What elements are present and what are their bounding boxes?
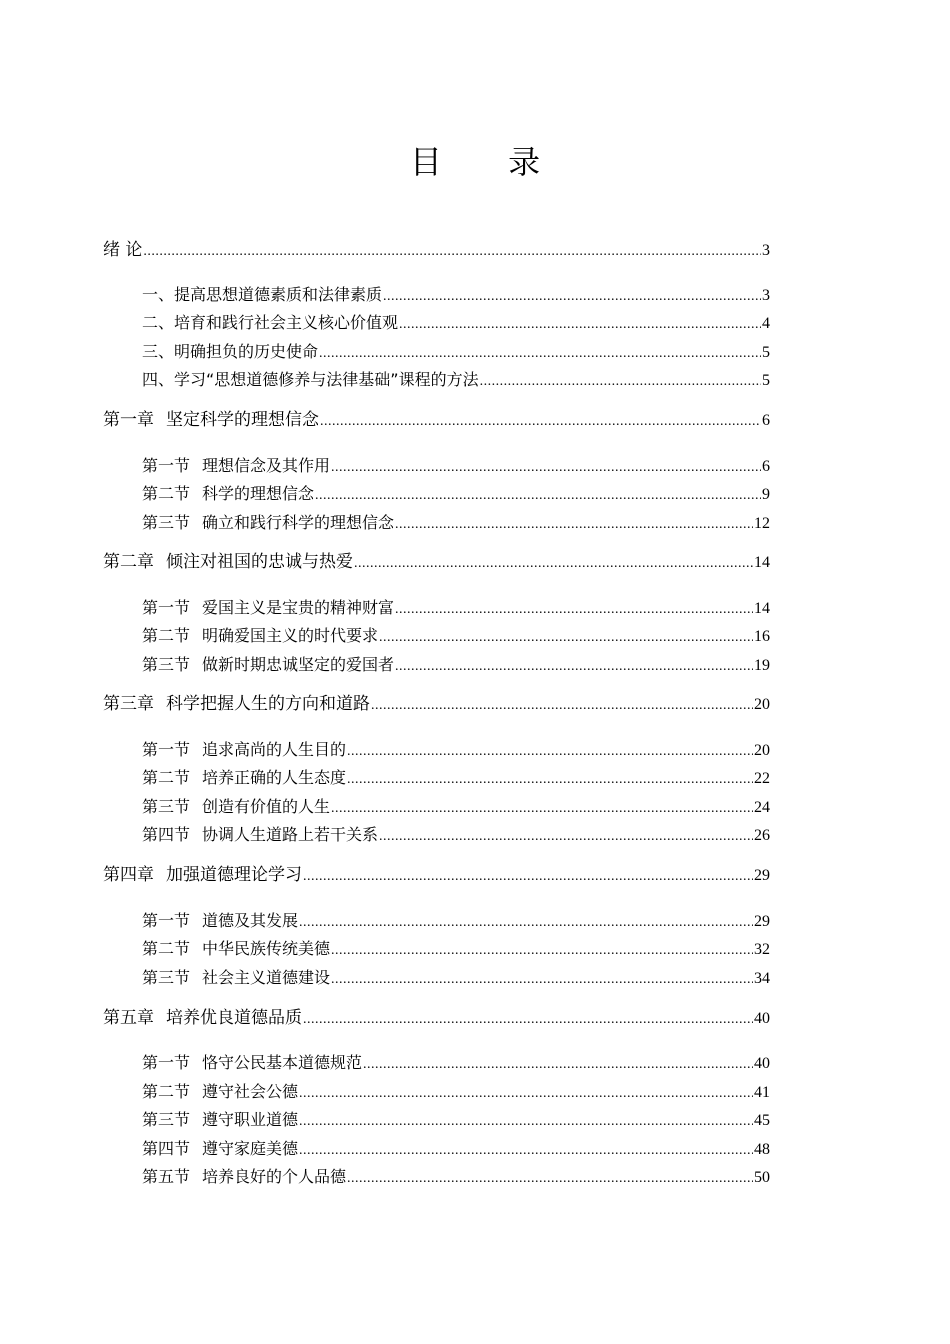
dot-leader [383,285,761,309]
toc-entry-number: 第三章 [103,694,154,714]
dot-leader [315,484,761,508]
toc-entry-number: 第四节 [142,825,191,844]
dot-leader [331,939,753,963]
toc-entry-number: 第一章 [103,410,154,430]
toc-section-entry[interactable] [142,311,770,335]
toc-entry-title: 明确爱国主义的时代要求 [202,626,379,645]
dot-leader [379,626,753,650]
toc-section-entry[interactable] [142,1108,770,1132]
toc-entry-number: 第三节 [142,968,191,987]
toc-entry-number: 第二节 [142,768,191,787]
toc-page-number: 16 [754,628,770,645]
toc-entry-title: 遵守职业道德 [202,1110,299,1129]
dot-leader [320,410,761,434]
toc-page-number: 34 [754,970,770,987]
dot-leader [371,694,753,718]
toc-section-entry[interactable] [142,966,770,990]
dot-leader [143,240,761,264]
toc-page-number: 6 [762,412,770,429]
page-title: 目 录 [409,143,569,181]
toc-page-number: 40 [754,1055,770,1072]
toc-entry-number: 第一节 [142,740,191,759]
toc-entry-title: 一、提高思想道德素质和法律素质 [142,285,383,304]
toc-section-entry[interactable] [142,1137,770,1161]
toc-entry-number: 第三节 [142,513,191,532]
toc-entry-number: 第四章 [103,865,154,885]
toc-entry-number: 第五章 [103,1008,154,1028]
toc-page-number: 22 [754,770,770,787]
toc-page-number: 4 [762,315,770,332]
toc-entry-title: 科学的理想信念 [202,484,315,503]
toc-section-entry[interactable] [142,454,770,478]
toc-section-entry[interactable] [142,624,770,648]
toc-page-number: 9 [762,486,770,503]
toc-section-entry[interactable] [142,1165,770,1189]
dot-leader [399,313,761,337]
toc-page-number: 6 [762,458,770,475]
dot-leader [395,655,753,679]
toc-entry-number: 第一节 [142,911,191,930]
toc-entry-number: 第三节 [142,1110,191,1129]
toc-section-entry[interactable] [142,596,770,620]
toc-page-number: 40 [754,1010,770,1027]
toc-section-entry[interactable] [142,1051,770,1075]
toc-chapter-entry[interactable] [103,692,770,716]
toc-page-number: 41 [754,1084,770,1101]
toc-section-entry[interactable] [142,1080,770,1104]
toc-chapter-entry[interactable] [103,550,770,574]
toc-entry-title: 确立和践行科学的理想信念 [202,513,395,532]
toc-entry-title: 理想信念及其作用 [202,456,331,475]
toc-page-number: 29 [754,867,770,884]
dot-leader [395,513,753,537]
toc-page-number: 20 [754,696,770,713]
dot-leader [331,797,753,821]
dot-leader [480,370,761,394]
toc-entry-title: 创造有价值的人生 [202,797,331,816]
toc-entry-title: 遵守社会公德 [202,1082,299,1101]
toc-page-number: 5 [762,344,770,361]
toc-entry-number: 第二节 [142,939,191,958]
dot-leader [347,1167,753,1191]
toc-chapter-entry[interactable] [103,238,770,262]
toc-entry-number: 第二节 [142,484,191,503]
toc-entry-title: 培养优良道德品质 [166,1008,302,1028]
toc-section-entry[interactable] [142,823,770,847]
toc-entry-number: 第一节 [142,598,191,617]
toc-section-entry[interactable] [142,909,770,933]
toc-entry-title: 培养良好的个人品德 [202,1167,347,1186]
toc-section-entry[interactable] [142,482,770,506]
toc-page-number: 12 [754,515,770,532]
toc-entry-title: 协调人生道路上若干关系 [202,825,379,844]
toc-entry-number: 第一节 [142,1053,191,1072]
toc-entry-title: 道德及其发展 [202,911,299,930]
dot-leader [363,1053,753,1077]
toc-chapter-entry[interactable] [103,863,770,887]
dot-leader [303,865,753,889]
toc-entry-title: 倾注对祖国的忠诚与热爱 [166,552,353,572]
toc-section-entry[interactable] [142,368,770,392]
dot-leader [303,1008,753,1032]
toc-entry-number: 第一节 [142,456,191,475]
toc-page-number: 26 [754,827,770,844]
dot-leader [299,1139,753,1163]
toc-entry-number: 第二章 [103,552,154,572]
dot-leader [331,968,753,992]
toc-section-entry[interactable] [142,340,770,364]
toc-page-number: 20 [754,742,770,759]
toc-entry-number: 第二节 [142,1082,191,1101]
dot-leader [379,825,753,849]
toc-chapter-entry[interactable] [103,1006,770,1030]
toc-entry-title: 二、培育和践行社会主义核心价值观 [142,313,399,332]
toc-entry-title: 遵守家庭美德 [202,1139,299,1158]
toc-entry-title: 坚定科学的理想信念 [166,410,319,430]
toc-entry-number: 第二节 [142,626,191,645]
dot-leader [347,740,753,764]
toc-page-number: 14 [754,600,770,617]
toc-entry-title: 社会主义道德建设 [202,968,331,987]
toc-page-number: 50 [754,1169,770,1186]
toc-page-number: 32 [754,941,770,958]
toc-section-entry[interactable] [142,283,770,307]
dot-leader [395,598,753,622]
toc-section-entry[interactable] [142,795,770,819]
toc-page-number: 24 [754,799,770,816]
toc-page-number: 29 [754,913,770,930]
toc-section-entry[interactable] [142,653,770,677]
toc-entry-title: 中华民族传统美德 [202,939,331,958]
toc-entry-number: 绪 论 [103,240,143,260]
toc-page-number: 3 [762,242,770,259]
toc-entry-number: 第五节 [142,1167,191,1186]
dot-leader [299,911,753,935]
toc-page-number: 5 [762,372,770,389]
toc-entry-number: 第三节 [142,655,191,674]
dot-leader [299,1110,753,1134]
toc-entry-title: 科学把握人生的方向和道路 [166,694,370,714]
toc-entry-title: 做新时期忠诚坚定的爱国者 [202,655,395,674]
toc-section-entry[interactable] [142,766,770,790]
toc-chapter-entry[interactable] [103,408,770,432]
toc-entry-title: 恪守公民基本道德规范 [202,1053,363,1072]
toc-entry-title: 培养正确的人生态度 [202,768,347,787]
dot-leader [319,342,761,366]
dot-leader [354,552,753,576]
toc-section-entry[interactable] [142,738,770,762]
dot-leader [299,1082,753,1106]
toc-page-number: 45 [754,1112,770,1129]
toc-entry-title: 三、明确担负的历史使命 [142,342,319,361]
toc-entry-title: 四、学习“思想道德修养与法律基础”课程的方法 [142,370,479,389]
toc-entry-number: 第四节 [142,1139,191,1158]
toc-section-entry[interactable] [142,937,770,961]
toc-page-number: 3 [762,287,770,304]
toc-section-entry[interactable] [142,511,770,535]
toc-page-number: 48 [754,1141,770,1158]
toc-entry-title: 追求高尚的人生目的 [202,740,347,759]
toc-entry-number: 第三节 [142,797,191,816]
toc-page-number: 19 [754,657,770,674]
dot-leader [331,456,761,480]
toc-entry-title: 加强道德理论学习 [166,865,302,885]
toc-entry-title: 爱国主义是宝贵的精神财富 [202,598,395,617]
toc-page-number: 14 [754,554,770,571]
dot-leader [347,768,753,792]
